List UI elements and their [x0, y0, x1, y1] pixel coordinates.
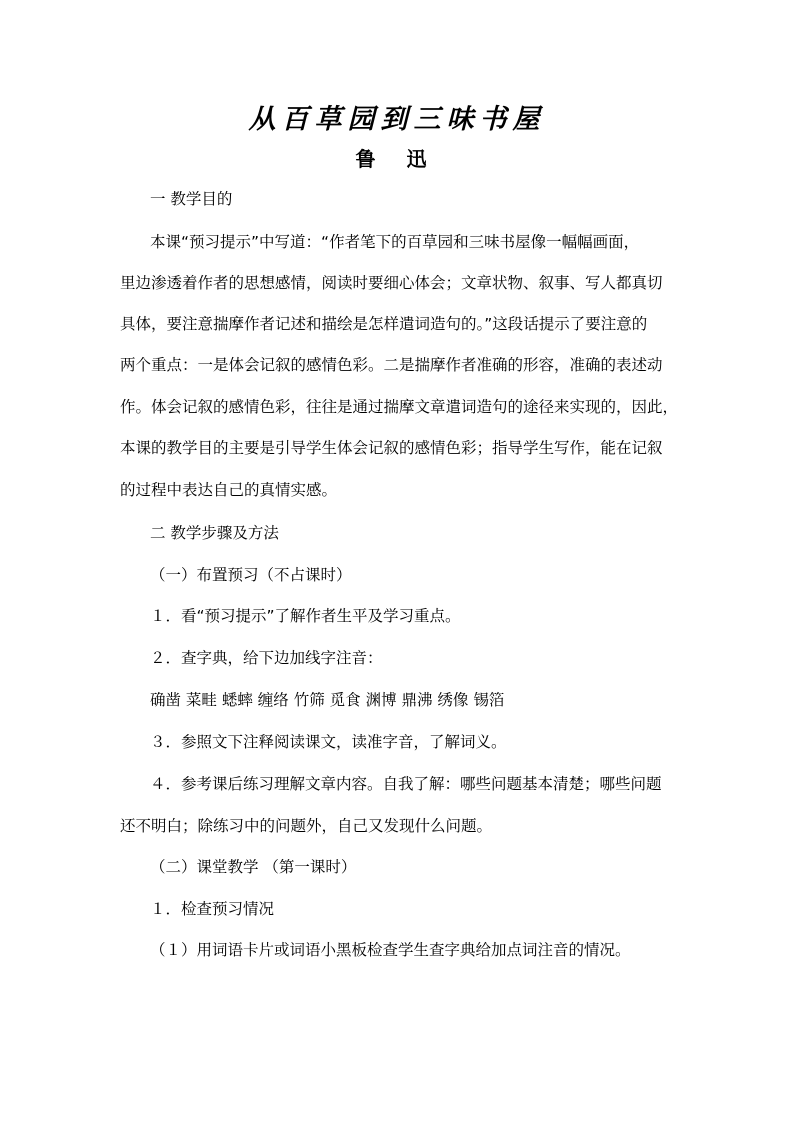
document-author: 鲁 迅 [355, 147, 439, 171]
list-item: １．看“预习提示”了解作者生平及学习重点。 [150, 607, 461, 625]
list-item: ２．查字典，给下边加线字注音： [150, 649, 383, 667]
paragraph-line: 两个重点：一是体会记叙的感情色彩。二是揣摩作者准确的形容，准确的表述动 [120, 356, 663, 374]
paragraph-line: 还不明白；除练习中的问题外，自己又发现什么问题。 [120, 817, 493, 835]
list-item: （１）用词语卡片或词语小黑板检查学生查字典给加点词注音的情况。 [150, 941, 631, 959]
vocabulary-list: 确凿 菜畦 蟋蟀 缠络 竹筛 觅食 渊博 鼎沸 绣像 锡箔 [150, 691, 505, 709]
list-item: ３．参照文下注释阅读课文，读准字音，了解词义。 [150, 733, 507, 751]
section-heading-steps: 二 教学步骤及方法 [150, 524, 279, 542]
list-item: １．检查预习情况 [150, 900, 275, 918]
paragraph-line: 本课的教学目的主要是引导学生体会记叙的感情色彩；指导学生写作，能在记叙 [120, 439, 663, 457]
paragraph-line: 的过程中表达自己的真情实感。 [120, 481, 338, 499]
section-heading-objectives: 一 教学目的 [150, 190, 233, 208]
list-item: ４．参考课后练习理解文章内容。自我了解：哪些问题基本清楚；哪些问题 [150, 775, 662, 793]
subsection-heading: （二）课堂教学 （第一课时） [150, 858, 357, 876]
paragraph-line: 本课“预习提示”中写道：“作者笔下的百草园和三味书屋像一幅幅画面， [150, 233, 640, 251]
document-title: 从百草园到三味书屋 [248, 104, 546, 135]
paragraph-line: 作。体会记叙的感情色彩，往往是通过揣摩文章遣词造句的途径来实现的，因此， [120, 398, 679, 416]
paragraph-line: 具体，要注意揣摩作者记述和描绘是怎样遣词造句的。”这段话提示了要注意的 [120, 315, 648, 333]
subsection-heading: （一）布置预习（不占课时） [150, 566, 352, 584]
paragraph-line: 里边渗透着作者的思想感情，阅读时要细心体会；文章状物、叙事、写人都真切 [120, 274, 663, 292]
